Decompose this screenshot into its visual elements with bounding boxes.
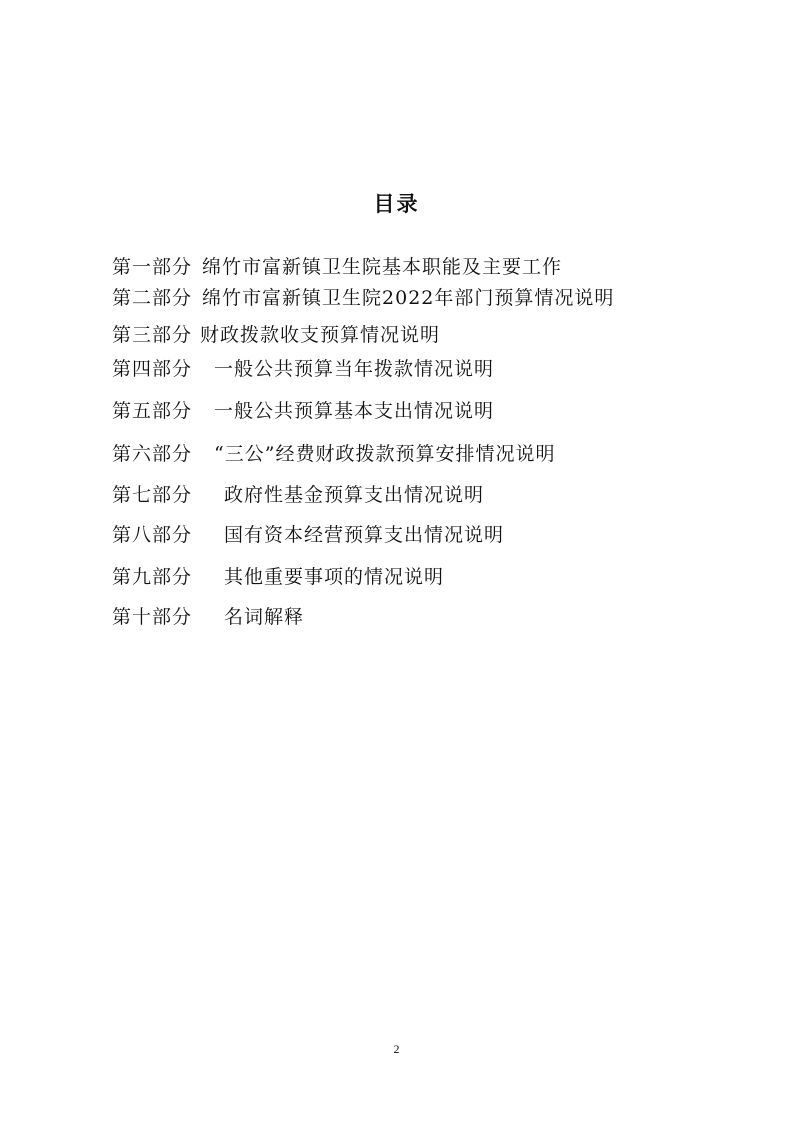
toc-entry-2 [112, 283, 614, 310]
toc-entry-3 [112, 320, 440, 347]
toc-entry-4 [112, 354, 494, 381]
toc-entry-9 [112, 562, 444, 589]
toc-part-label: 第四部分 [112, 358, 193, 380]
toc-entry-text: 财政拨款收支预算情况说明 [200, 324, 441, 346]
toc-part-label: 第九部分 [112, 566, 193, 588]
toc-part-label: 第三部分 [112, 324, 193, 346]
toc-entry-text: 绵竹市富新镇卫生院2022年部门预算情况说明 [202, 287, 615, 309]
toc-entry-1 [112, 252, 562, 279]
toc-part-label: 第五部分 [112, 400, 193, 422]
toc-entry-7 [112, 480, 484, 507]
toc-entry-text: “三公”经费财政拨款预算安排情况说明 [214, 443, 556, 465]
toc-part-label: 第七部分 [112, 484, 193, 506]
toc-entry-5 [112, 396, 494, 423]
toc-entry-6 [112, 439, 555, 466]
toc-entry-text: 其他重要事项的情况说明 [224, 566, 445, 588]
toc-entry-8 [112, 520, 504, 547]
page-number: 2 [393, 1042, 400, 1056]
toc-part-label: 第一部分 [112, 256, 193, 278]
toc-part-label: 第二部分 [112, 287, 193, 309]
toc-entry-text: 绵竹市富新镇卫生院基本职能及主要工作 [202, 256, 563, 278]
toc-part-label: 第六部分 [112, 443, 193, 465]
toc-entry-text: 一般公共预算基本支出情况说明 [214, 400, 495, 422]
page-title: 目录 [373, 192, 420, 216]
toc-entry-text: 一般公共预算当年拨款情况说明 [214, 358, 495, 380]
toc-entry-text: 名词解释 [224, 606, 305, 628]
toc-entry-text: 政府性基金预算支出情况说明 [224, 484, 485, 506]
toc-entry-text: 国有资本经营预算支出情况说明 [224, 524, 505, 546]
toc-part-label: 第八部分 [112, 524, 193, 546]
toc-entry-10 [112, 602, 304, 629]
toc-part-label: 第十部分 [112, 606, 193, 628]
